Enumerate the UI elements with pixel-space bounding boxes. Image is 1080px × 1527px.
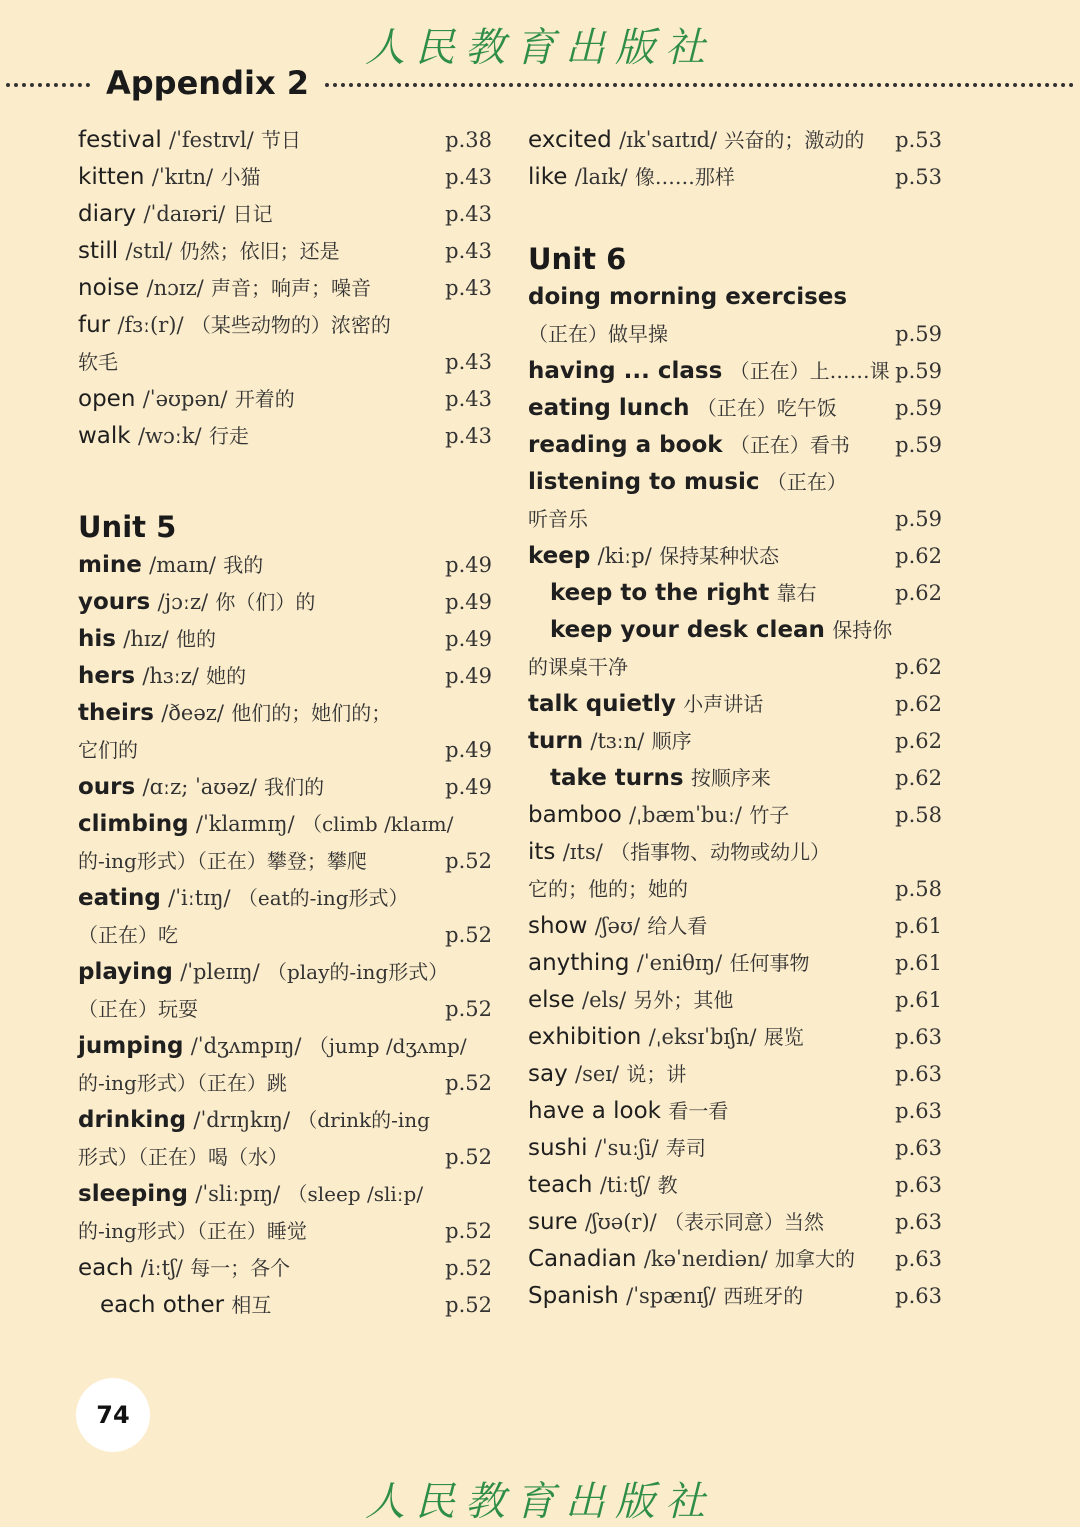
entry-word: reading a book: [528, 432, 723, 458]
entry-phonetic: /ðeəz/: [161, 701, 224, 725]
entry-meaning: 展览: [763, 1025, 804, 1049]
entry-meaning: 说；讲: [626, 1062, 687, 1086]
entry-word: eating lunch: [528, 395, 690, 421]
vocab-entry: [78, 233, 492, 270]
entry-page-ref: p.52: [445, 1071, 492, 1095]
entry-meaning: 任何事物: [729, 951, 810, 975]
entry-word: each other: [100, 1292, 225, 1318]
entry-word: sure: [528, 1209, 578, 1235]
entry-page-ref: p.59: [895, 359, 942, 383]
entry-phonetic: /ˈfestɪvl/: [169, 128, 254, 152]
entry-word: take turns: [550, 765, 684, 791]
appendix-title: Appendix 2: [106, 64, 309, 102]
entry-meaning: （eat的-ing形式）: [237, 886, 409, 910]
entry-page-ref: p.52: [445, 1219, 492, 1243]
vocab-entry-continuation: [78, 917, 492, 954]
entry-phonetic: /kiːp/: [597, 544, 652, 568]
vocab-entry: [78, 1176, 492, 1213]
entry-phonetic: /wɔːk/: [137, 424, 202, 448]
vocab-entry-continuation: [78, 344, 492, 381]
entry-page-ref: p.49: [445, 627, 492, 651]
entry-word: fur: [78, 312, 111, 338]
vocab-entry: [528, 159, 942, 196]
unit-heading: Unit 6: [528, 242, 627, 276]
entry-page-ref: p.63: [895, 1284, 942, 1308]
entry-meaning: 保持某种状态: [659, 544, 780, 568]
vocab-entry: [528, 1093, 942, 1130]
vocab-entry: [528, 390, 942, 427]
entry-meaning: （正在）上……课: [729, 359, 890, 383]
entry-page-ref: p.49: [445, 775, 492, 799]
vocab-entry: [528, 797, 942, 834]
entry-meaning: 开着的: [234, 387, 295, 411]
entry-meaning: 声音；响声；噪音: [211, 276, 372, 300]
entry-page-ref: p.63: [895, 1210, 942, 1234]
vocab-entry: [78, 1102, 492, 1139]
entry-phonetic: /ˈdrɪŋkɪŋ/: [193, 1108, 291, 1132]
entry-phonetic: /ˈklaɪmɪŋ/: [195, 812, 295, 836]
entry-phonetic: /fɜː(r)/: [117, 313, 184, 337]
entry-word: Canadian: [528, 1246, 637, 1272]
vocab-entry: [78, 658, 492, 695]
entry-meaning: 形式）（正在）喝（水）: [78, 1145, 288, 1169]
entry-word: exhibition: [528, 1024, 642, 1050]
entry-word: jumping: [78, 1033, 184, 1059]
entry-page-ref: p.61: [895, 988, 942, 1012]
entry-page-ref: p.63: [895, 1173, 942, 1197]
entry-phonetic: /tɜːn/: [590, 729, 645, 753]
entry-phonetic: /ʃəʊ/: [594, 914, 641, 938]
entry-meaning: 竹子: [749, 803, 790, 827]
entry-meaning: 节日: [261, 128, 301, 152]
entry-meaning: 我的: [223, 553, 264, 577]
entry-phonetic: /ˈkɪtn/: [151, 165, 214, 189]
entry-page-ref: p.63: [895, 1247, 942, 1271]
publisher-watermark-bottom: 人民教育出版社: [365, 1479, 715, 1525]
vocab-entry: [528, 1278, 942, 1315]
vocab-entry: [78, 1028, 492, 1065]
entry-page-ref: p.52: [445, 1293, 492, 1317]
vocab-entry-continuation: [528, 871, 942, 908]
vocab-entry: [528, 612, 942, 649]
entry-phonetic: /laɪk/: [574, 165, 628, 189]
entry-word: doing morning exercises: [528, 284, 848, 310]
entry-phonetic: /kəˈneɪdiən/: [643, 1247, 768, 1271]
vocab-entry: [528, 538, 942, 575]
entry-word: theirs: [78, 700, 154, 726]
entry-page-ref: p.59: [895, 396, 942, 420]
entry-word: turn: [528, 728, 584, 754]
entry-meaning: 靠右: [776, 581, 817, 605]
entry-meaning: 的-ing形式）（正在）攀登；攀爬: [78, 849, 367, 873]
entry-word: walk: [78, 423, 131, 449]
entry-meaning: 行走: [208, 424, 249, 448]
entry-page-ref: p.59: [895, 433, 942, 457]
entry-meaning: （正在）吃: [78, 923, 178, 947]
entry-word: kitten: [78, 164, 145, 190]
vocab-entry: [78, 806, 492, 843]
entry-page-ref: p.63: [895, 1136, 942, 1160]
entry-phonetic: /ˈəʊpən/: [142, 387, 228, 411]
vocab-entry: [78, 547, 492, 584]
entry-page-ref: p.49: [445, 553, 492, 577]
entry-meaning: 日记: [232, 202, 273, 226]
entry-word: diary: [78, 201, 137, 227]
entry-meaning: 你（们）的: [215, 590, 316, 614]
entry-page-ref: p.49: [445, 664, 492, 688]
entry-meaning: 听音乐: [528, 507, 588, 531]
entry-page-ref: p.43: [445, 276, 492, 300]
vocab-entry: [528, 982, 942, 1019]
entry-page-ref: p.62: [895, 766, 942, 790]
vocab-entry: [528, 1241, 942, 1278]
entry-page-ref: p.61: [895, 951, 942, 975]
entry-phonetic: /jɔːz/: [157, 590, 209, 614]
entry-phonetic: /maɪn/: [149, 553, 216, 577]
entry-page-ref: p.52: [445, 923, 492, 947]
vocab-entry: [78, 880, 492, 917]
entry-meaning: （正在）吃午饭: [696, 396, 837, 420]
entry-meaning: （某些动物的）浓密的: [190, 313, 391, 337]
vocab-entry: [78, 954, 492, 991]
entry-word: excited: [528, 127, 612, 153]
entry-phonetic: /ɪkˈsaɪtɪd/: [619, 128, 718, 152]
entry-page-ref: p.52: [445, 1145, 492, 1169]
publisher-watermark-top: 人民教育出版社: [365, 25, 715, 71]
entry-meaning: 像……那样: [634, 165, 735, 189]
heading-dotted-rule-left: [6, 83, 90, 87]
entry-phonetic: /ˈpleɪɪŋ/: [180, 960, 260, 984]
entry-meaning: 顺序: [651, 729, 692, 753]
entry-word: eating: [78, 885, 161, 911]
vocab-entry: [528, 279, 942, 316]
entry-word: playing: [78, 959, 173, 985]
vocab-entry: [528, 945, 942, 982]
vocab-entry: [78, 196, 492, 233]
entry-page-ref: p.53: [895, 128, 942, 152]
entry-page-ref: p.62: [895, 729, 942, 753]
vocab-entry: [528, 908, 942, 945]
heading-dotted-rule-right: [325, 83, 1074, 87]
entry-page-ref: p.61: [895, 914, 942, 938]
entry-word: have a look: [528, 1098, 662, 1124]
entry-word: yours: [78, 589, 151, 615]
entry-page-ref: p.52: [445, 849, 492, 873]
entry-meaning: （climb /klaɪm/: [301, 812, 454, 836]
vocab-entry: [78, 695, 492, 732]
entry-meaning: 我们的: [264, 775, 325, 799]
vocab-entry: [78, 621, 492, 658]
entry-page-ref: p.53: [895, 165, 942, 189]
entry-page-ref: p.43: [445, 387, 492, 411]
entry-page-ref: p.52: [445, 997, 492, 1021]
page-number: 74: [76, 1378, 150, 1452]
entry-phonetic: /ˈsuːʃi/: [594, 1136, 659, 1160]
entry-meaning: （指事物、动物或幼儿）: [610, 840, 831, 864]
entry-meaning: 兴奋的；激动的: [724, 128, 865, 152]
entry-word: still: [78, 238, 119, 264]
entry-phonetic: /ˌeksɪˈbɪʃn/: [648, 1025, 757, 1049]
vocab-entry: [78, 381, 492, 418]
entry-word: festival: [78, 127, 162, 153]
vocab-entry-continuation: [528, 501, 942, 538]
entry-page-ref: p.49: [445, 738, 492, 762]
entry-meaning: 西班牙的: [723, 1284, 804, 1308]
vocab-entry: [528, 1019, 942, 1056]
entry-word: climbing: [78, 811, 189, 837]
vocab-entry: [528, 353, 942, 390]
entry-page-ref: p.43: [445, 350, 492, 374]
entry-word: listening to music: [528, 469, 760, 495]
entry-word: like: [528, 164, 568, 190]
entry-phonetic: /ʃʊə(r)/: [584, 1210, 657, 1234]
entry-meaning: 看一看: [668, 1099, 729, 1123]
entry-word: his: [78, 626, 116, 652]
entry-page-ref: p.43: [445, 239, 492, 263]
entry-word: keep to the right: [550, 580, 770, 606]
vocab-entry-continuation: [78, 732, 492, 769]
entry-page-ref: p.62: [895, 544, 942, 568]
entry-phonetic: /stɪl/: [125, 239, 173, 263]
entry-meaning: 加拿大的: [774, 1247, 855, 1271]
entry-meaning: 每一；各个: [190, 1256, 291, 1280]
entry-meaning: 她的: [206, 664, 247, 688]
entry-phonetic: /ˈeniθɪŋ/: [636, 951, 723, 975]
entry-word: else: [528, 987, 575, 1013]
entry-meaning: 小猫: [220, 165, 261, 189]
entry-word: open: [78, 386, 136, 412]
entry-meaning: 它的；他的；她的: [528, 877, 688, 901]
entry-phonetic: /ˌbæmˈbuː/: [629, 803, 742, 827]
entry-page-ref: p.43: [445, 202, 492, 226]
entry-word: Spanish: [528, 1283, 619, 1309]
entry-meaning: 另外；其他: [633, 988, 734, 1012]
entry-meaning: 它们的: [78, 738, 138, 762]
entry-word: sushi: [528, 1135, 588, 1161]
entry-phonetic: /hɜːz/: [142, 664, 199, 688]
vocab-entry: [78, 270, 492, 307]
entry-meaning: 他的: [176, 627, 217, 651]
vocab-entry: [528, 1056, 942, 1093]
vocab-entry-continuation: [528, 316, 942, 353]
entry-word: noise: [78, 275, 140, 301]
vocab-entry: [528, 575, 942, 612]
vocab-entry-continuation: [528, 649, 942, 686]
entry-page-ref: p.62: [895, 655, 942, 679]
vocab-entry: [78, 1287, 492, 1324]
entry-meaning: 他们的；她们的；: [231, 701, 392, 725]
entry-phonetic: /hɪz/: [123, 627, 169, 651]
entry-word: say: [528, 1061, 568, 1087]
entry-page-ref: p.43: [445, 165, 492, 189]
entry-phonetic: /ɪts/: [562, 840, 603, 864]
entry-word: show: [528, 913, 588, 939]
vocab-entry: [78, 159, 492, 196]
entry-meaning: 给人看: [647, 914, 708, 938]
entry-word: bamboo: [528, 802, 622, 828]
entry-word: teach: [528, 1172, 593, 1198]
entry-phonetic: /nɔɪz/: [146, 276, 204, 300]
entry-phonetic: /seɪ/: [575, 1062, 620, 1086]
entry-meaning: （表示同意）当然: [664, 1210, 825, 1234]
entry-phonetic: /ɑːz; ˈaʊəz/: [142, 775, 257, 799]
vocab-entry: [78, 584, 492, 621]
entry-word: hers: [78, 663, 136, 689]
vocab-column-right: [528, 122, 942, 1315]
unit-heading: Unit 5: [78, 510, 177, 544]
entry-page-ref: p.62: [895, 692, 942, 716]
entry-word: drinking: [78, 1107, 187, 1133]
vocab-entry: [528, 834, 942, 871]
entry-meaning: （jump /dʒʌmp/: [308, 1034, 467, 1058]
entry-page-ref: p.63: [895, 1025, 942, 1049]
entry-word: keep your desk clean: [550, 617, 825, 643]
entry-phonetic: /ˈiːtɪŋ/: [168, 886, 231, 910]
entry-phonetic: /iːtʃ/: [140, 1256, 183, 1280]
vocab-entry: [528, 122, 942, 159]
vocab-entry: [528, 760, 942, 797]
entry-phonetic: /ˈsliːpɪŋ/: [195, 1182, 281, 1206]
vocab-entry: [78, 769, 492, 806]
vocab-entry-continuation: [78, 1213, 492, 1250]
entry-meaning: 的课桌干净: [528, 655, 628, 679]
vocab-entry-continuation: [78, 1139, 492, 1176]
entry-word: anything: [528, 950, 630, 976]
entry-phonetic: /tiːtʃ/: [599, 1173, 651, 1197]
entry-word: sleeping: [78, 1181, 188, 1207]
vocab-entry: [528, 723, 942, 760]
entry-page-ref: p.58: [895, 877, 942, 901]
entry-meaning: 教: [657, 1173, 678, 1197]
entry-word: mine: [78, 552, 142, 578]
entry-word: keep: [528, 543, 591, 569]
entry-word: having ... class: [528, 358, 723, 384]
appendix-heading-row: [0, 58, 1080, 108]
vocab-column-left: [78, 122, 492, 1324]
entry-word: each: [78, 1255, 134, 1281]
entry-phonetic: /ˈdʒʌmpɪŋ/: [190, 1034, 302, 1058]
entry-meaning: 仍然；依旧；还是: [179, 239, 340, 263]
vocab-entry: [78, 418, 492, 455]
vocab-entry: [528, 427, 942, 464]
entry-meaning: （正在）看书: [729, 433, 850, 457]
entry-phonetic: /ˈdaɪəri/: [143, 202, 226, 226]
vocab-entry: [78, 1250, 492, 1287]
entry-word: ours: [78, 774, 136, 800]
entry-page-ref: p.63: [895, 1099, 942, 1123]
entry-page-ref: p.59: [895, 507, 942, 531]
entry-meaning: （正在）玩耍: [78, 997, 198, 1021]
vocab-entry: [528, 1130, 942, 1167]
entry-page-ref: p.59: [895, 322, 942, 346]
section-gap: [78, 455, 492, 499]
entry-meaning: 按顺序来: [690, 766, 771, 790]
entry-meaning: （play的-ing形式）: [266, 960, 449, 984]
entry-meaning: 的-ing形式）（正在）跳: [78, 1071, 287, 1095]
entry-page-ref: p.63: [895, 1062, 942, 1086]
section-gap: [528, 196, 942, 231]
vocab-entry: [78, 307, 492, 344]
entry-page-ref: p.38: [445, 128, 492, 152]
entry-meaning: （drink的-ing: [297, 1108, 430, 1132]
vocab-entry: [78, 122, 492, 159]
vocab-entry: [528, 1204, 942, 1241]
entry-meaning: （正在）: [766, 470, 847, 494]
entry-phonetic: /els/: [582, 988, 627, 1012]
entry-meaning: 寿司: [665, 1136, 706, 1160]
vocab-entry: [528, 464, 942, 501]
entry-page-ref: p.49: [445, 590, 492, 614]
entry-meaning: 小声讲话: [683, 692, 764, 716]
vocab-entry-continuation: [78, 991, 492, 1028]
entry-meaning: 的-ing形式）（正在）睡觉: [78, 1219, 307, 1243]
entry-word: talk quietly: [528, 691, 676, 717]
entry-meaning: 保持你: [832, 618, 893, 642]
entry-page-ref: p.62: [895, 581, 942, 605]
entry-page-ref: p.43: [445, 424, 492, 448]
vocab-entry: [528, 686, 942, 723]
vocab-entry-continuation: [78, 843, 492, 880]
entry-meaning: 软毛: [78, 350, 118, 374]
entry-meaning: （正在）做早操: [528, 322, 668, 346]
vocab-entry-continuation: [78, 1065, 492, 1102]
entry-phonetic: /ˈspænɪʃ/: [626, 1284, 716, 1308]
entry-meaning: （sleep /sliːp/: [287, 1182, 424, 1206]
entry-page-ref: p.58: [895, 803, 942, 827]
entry-page-ref: p.52: [445, 1256, 492, 1280]
entry-word: its: [528, 839, 556, 865]
entry-meaning: 相互: [231, 1293, 272, 1317]
vocab-entry: [528, 1167, 942, 1204]
